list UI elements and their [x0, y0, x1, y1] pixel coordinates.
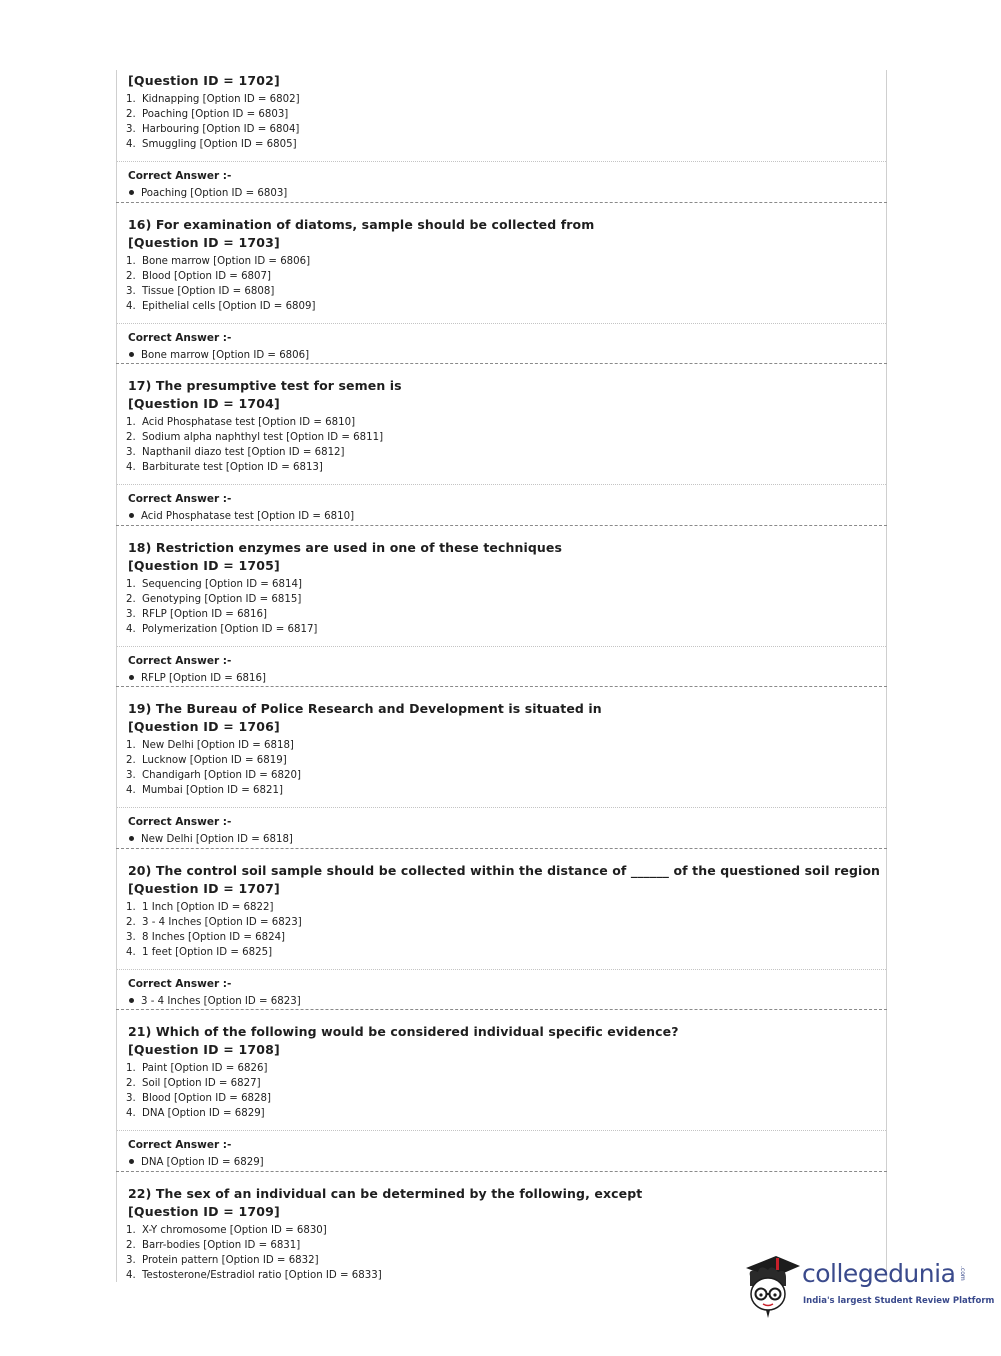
option-item — [126, 783, 886, 798]
correct-answer-label: Correct Answer :- — [128, 816, 232, 828]
logo-name: collegedunia — [802, 1259, 956, 1288]
question-20 — [117, 863, 886, 1009]
option-item — [126, 592, 886, 607]
option-number: 3. — [126, 286, 136, 297]
option-number: 1. — [126, 417, 136, 428]
correct-answer-label: Correct Answer :- — [128, 978, 232, 990]
question-separator — [116, 202, 887, 203]
option-number: 1. — [126, 94, 136, 105]
question-separator — [116, 1171, 887, 1172]
option-number: 2. — [126, 432, 136, 443]
correct-answer-text: Acid Phosphatase test [Option ID = 6810] — [141, 511, 355, 522]
option-item — [126, 753, 886, 768]
option-text: Smuggling [Option ID = 6805] — [142, 139, 297, 150]
logo-tagline: India's largest Student Review Platform — [803, 1296, 995, 1306]
correct-answer-text: New Delhi [Option ID = 6818] — [141, 834, 293, 845]
option-number: 3. — [126, 770, 136, 781]
correct-answer-label: Correct Answer :- — [128, 493, 232, 505]
logo-suffix: .com — [959, 1266, 966, 1281]
option-list — [117, 577, 886, 637]
question-19 — [117, 701, 886, 847]
collegedunia-logo[interactable] — [742, 1250, 995, 1320]
option-item — [126, 1076, 886, 1091]
correct-answer-text: Bone marrow [Option ID = 6806] — [141, 350, 310, 361]
option-text: Blood [Option ID = 6807] — [142, 271, 271, 282]
question-id: [Question ID = 1707] — [128, 881, 280, 896]
question-id: [Question ID = 1703] — [128, 235, 280, 250]
answer-divider — [117, 969, 886, 970]
answer-divider — [117, 1130, 886, 1131]
correct-answer-label: Correct Answer :- — [128, 655, 232, 667]
option-list — [117, 415, 886, 475]
option-number: 2. — [126, 109, 136, 120]
option-text: RFLP [Option ID = 6816] — [142, 609, 267, 620]
question-separator — [116, 363, 887, 364]
bullet-icon — [129, 513, 134, 518]
option-text: New Delhi [Option ID = 6818] — [142, 740, 294, 751]
option-number: 2. — [126, 271, 136, 282]
option-number: 1. — [126, 740, 136, 751]
option-item — [126, 1106, 886, 1121]
question-16 — [117, 217, 886, 363]
option-item — [126, 445, 886, 460]
correct-answer-label: Correct Answer :- — [128, 332, 232, 344]
correct-answer-text: 3 - 4 Inches [Option ID = 6823] — [141, 996, 301, 1007]
question-title: 22) The sex of an individual can be determined by the following, except — [128, 1186, 643, 1201]
option-number: 2. — [126, 1240, 136, 1251]
question-17 — [117, 378, 886, 524]
option-list — [117, 738, 886, 798]
correct-answer-text: Poaching [Option ID = 6803] — [141, 188, 288, 199]
bullet-icon — [129, 1159, 134, 1164]
bullet-icon — [129, 352, 134, 357]
correct-answer-text: RFLP [Option ID = 6816] — [141, 673, 266, 684]
option-number: 3. — [126, 447, 136, 458]
question-id: [Question ID = 1709] — [128, 1204, 280, 1219]
option-text: Paint [Option ID = 6826] — [142, 1063, 268, 1074]
option-text: Blood [Option ID = 6828] — [142, 1093, 271, 1104]
option-item — [126, 299, 886, 314]
question-title: 20) The control soil sample should be collected within the distance of ______ of the questioned soil region — [128, 863, 881, 878]
question-title: 16) For examination of diatoms, sample should be collected from — [128, 217, 595, 232]
option-item — [126, 768, 886, 783]
option-text: X-Y chromosome [Option ID = 6830] — [142, 1225, 327, 1236]
option-item — [126, 622, 886, 637]
bullet-icon — [129, 675, 134, 680]
correct-answer — [128, 349, 886, 363]
mascot-icon — [742, 1250, 802, 1320]
correct-answer-label: Correct Answer :- — [128, 1139, 232, 1151]
option-number: 1. — [126, 1225, 136, 1236]
option-number: 2. — [126, 917, 136, 928]
option-number: 4. — [126, 947, 136, 958]
option-text: 3 - 4 Inches [Option ID = 6823] — [142, 917, 302, 928]
option-item — [126, 945, 886, 960]
answer-divider — [117, 484, 886, 485]
option-number: 3. — [126, 932, 136, 943]
option-text: Tissue [Option ID = 6808] — [142, 286, 275, 297]
question-separator — [116, 1009, 887, 1010]
option-text: Chandigarh [Option ID = 6820] — [142, 770, 301, 781]
option-text: Lucknow [Option ID = 6819] — [142, 755, 287, 766]
option-item — [126, 900, 886, 915]
option-text: Bone marrow [Option ID = 6806] — [142, 256, 311, 267]
option-list — [117, 1061, 886, 1121]
option-text: DNA [Option ID = 6829] — [142, 1108, 265, 1119]
question-id: [Question ID = 1705] — [128, 558, 280, 573]
question-title: 19) The Bureau of Police Research and Development is situated in — [128, 701, 602, 716]
question-15-tail — [117, 73, 886, 201]
option-item — [126, 254, 886, 269]
question-18 — [117, 540, 886, 686]
option-text: 1 feet [Option ID = 6825] — [142, 947, 273, 958]
answer-divider — [117, 807, 886, 808]
question-id: [Question ID = 1704] — [128, 396, 280, 411]
correct-answer — [128, 510, 886, 524]
option-item — [126, 137, 886, 152]
option-item — [126, 1091, 886, 1106]
option-list — [117, 254, 886, 314]
option-item — [126, 107, 886, 122]
option-text: Genotyping [Option ID = 6815] — [142, 594, 302, 605]
option-text: Soil [Option ID = 6827] — [142, 1078, 261, 1089]
bullet-icon — [129, 190, 134, 195]
option-text: Polymerization [Option ID = 6817] — [142, 624, 318, 635]
option-text: Testosterone/Estradiol ratio [Option ID = 6833] — [142, 1270, 382, 1281]
correct-answer — [128, 672, 886, 686]
option-text: Acid Phosphatase test [Option ID = 6810] — [142, 417, 356, 428]
option-number: 4. — [126, 1108, 136, 1119]
correct-answer-label: Correct Answer :- — [128, 170, 232, 182]
answer-divider — [117, 161, 886, 162]
option-list — [117, 92, 886, 152]
option-text: Mumbai [Option ID = 6821] — [142, 785, 283, 796]
option-number: 1. — [126, 902, 136, 913]
bullet-icon — [129, 836, 134, 841]
question-21 — [117, 1024, 886, 1170]
question-title: 18) Restriction enzymes are used in one of these techniques — [128, 540, 563, 555]
correct-answer — [128, 995, 886, 1009]
option-number: 3. — [126, 1255, 136, 1266]
option-item — [126, 738, 886, 753]
option-text: Barbiturate test [Option ID = 6813] — [142, 462, 323, 473]
correct-answer — [128, 833, 886, 847]
option-number: 3. — [126, 609, 136, 620]
option-number: 2. — [126, 755, 136, 766]
correct-answer — [128, 1156, 886, 1170]
correct-answer — [128, 187, 886, 201]
question-id: [Question ID = 1706] — [128, 719, 280, 734]
option-item — [126, 930, 886, 945]
option-number: 2. — [126, 1078, 136, 1089]
option-text: 8 Inches [Option ID = 6824] — [142, 932, 286, 943]
option-text: Barr-bodies [Option ID = 6831] — [142, 1240, 301, 1251]
option-text: Protein pattern [Option ID = 6832] — [142, 1255, 319, 1266]
option-number: 4. — [126, 785, 136, 796]
option-item — [126, 284, 886, 299]
question-id: [Question ID = 1708] — [128, 1042, 280, 1057]
option-item — [126, 122, 886, 137]
question-separator — [116, 848, 887, 849]
option-item — [126, 269, 886, 284]
option-text: Poaching [Option ID = 6803] — [142, 109, 289, 120]
option-text: Napthanil diazo test [Option ID = 6812] — [142, 447, 345, 458]
question-title: 17) The presumptive test for semen is — [128, 378, 402, 393]
question-paper — [116, 70, 887, 1282]
option-text: Kidnapping [Option ID = 6802] — [142, 94, 300, 105]
option-number: 4. — [126, 301, 136, 312]
option-number: 4. — [126, 1270, 136, 1281]
correct-answer-text: DNA [Option ID = 6829] — [141, 1157, 264, 1168]
option-number: 1. — [126, 1063, 136, 1074]
option-item — [126, 460, 886, 475]
option-number: 4. — [126, 462, 136, 473]
option-item — [126, 577, 886, 592]
option-text: Sequencing [Option ID = 6814] — [142, 579, 302, 590]
option-number: 2. — [126, 594, 136, 605]
option-item — [126, 915, 886, 930]
answer-divider — [117, 323, 886, 324]
option-number: 3. — [126, 124, 136, 135]
option-text: Epithelial cells [Option ID = 6809] — [142, 301, 316, 312]
question-id: [Question ID = 1702] — [128, 73, 280, 88]
bullet-icon — [129, 998, 134, 1003]
question-separator — [116, 525, 887, 526]
option-item — [126, 1223, 886, 1238]
question-separator — [116, 686, 887, 687]
option-text: Harbouring [Option ID = 6804] — [142, 124, 300, 135]
option-item — [126, 415, 886, 430]
option-text: Sodium alpha naphthyl test [Option ID = 6811] — [142, 432, 384, 443]
option-number: 3. — [126, 1093, 136, 1104]
option-number: 4. — [126, 139, 136, 150]
answer-divider — [117, 646, 886, 647]
option-number: 1. — [126, 579, 136, 590]
question-title: 21) Which of the following would be considered individual specific evidence? — [128, 1024, 679, 1039]
option-item — [126, 430, 886, 445]
option-number: 1. — [126, 256, 136, 267]
option-text: 1 Inch [Option ID = 6822] — [142, 902, 274, 913]
option-item — [126, 607, 886, 622]
option-item — [126, 1061, 886, 1076]
option-number: 4. — [126, 624, 136, 635]
option-list — [117, 900, 886, 960]
option-item — [126, 92, 886, 107]
